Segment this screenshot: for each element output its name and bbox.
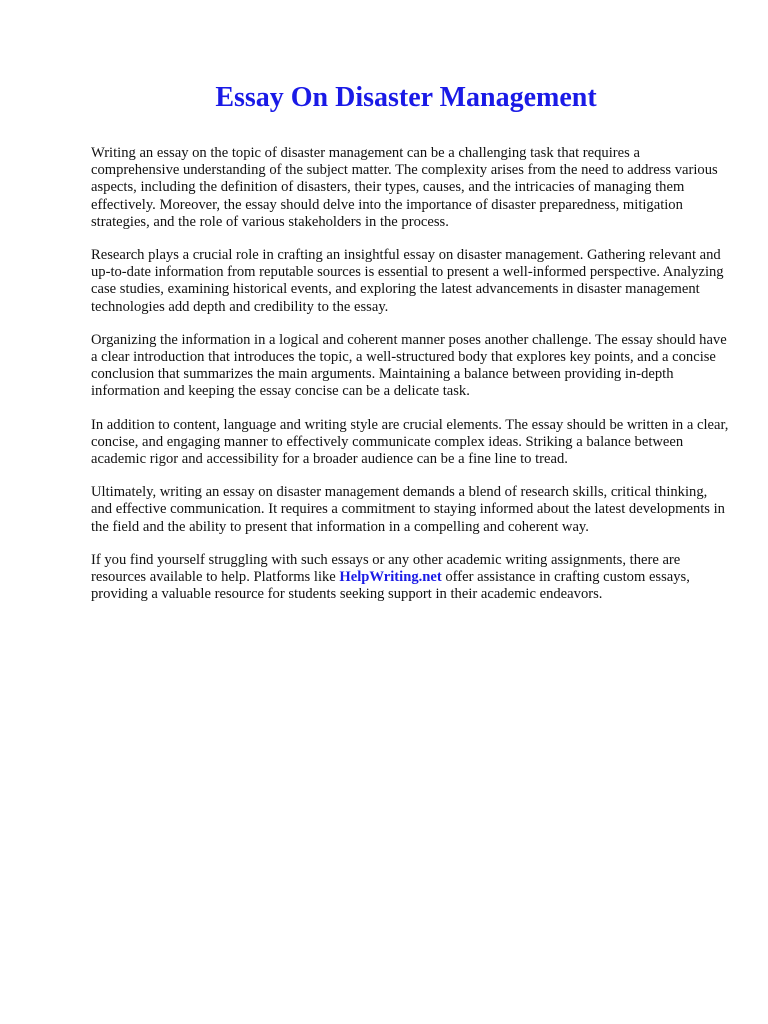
paragraph-6-after-link: offer assistance in crafting custom essays, providing a valuable resource for students seeking support in their academic endeavors. <box>91 569 690 603</box>
paragraph-6 <box>91 552 731 604</box>
paragraph-6-before-link: If you find yourself struggling with such essays or any other academic writing assignments, there are resources available to help. Platforms like <box>91 551 681 586</box>
paragraph-5: Ultimately, writing an essay on disaster management demands a blend of research skills, critical thinking, and effective communication. It requires a commitment to staying informed about the latest developments in the field and the ability to present that information in a compelling and coherent way. <box>91 484 725 535</box>
paragraph-1: Writing an essay on the topic of disaster management can be a challenging task that requires a comprehensive understanding of the subject matter. The complexity arises from the need to address various aspects, including the definition of disasters, their types, causes, and the intricacies of managing them effectively. Moreover, the essay should delve into the importance of disaster preparedness, mitigation strategies, and the role of various stakeholders in the process. <box>91 145 718 230</box>
document-title: Essay On Disaster Management <box>215 82 597 113</box>
document-body <box>91 145 731 619</box>
paragraph-3: Organizing the information in a logical and coherent manner poses another challenge. The essay should have a clear introduction that introduces the topic, a well-structured body that explores key points, and a concise conclusion that summarizes the main arguments. Maintaining a balance between providing in-depth information and keeping the essay concise can be a delicate task. <box>91 331 727 400</box>
paragraph-4: In addition to content, language and writing style are crucial elements. The essay should be written in a clear, concise, and engaging manner to effectively communicate complex ideas. Striking a balance between academic rigor and accessibility for a broader audience can be a fine line to tread. <box>91 416 729 468</box>
paragraph-2: Research plays a crucial role in crafting an insightful essay on disaster management. Gathering relevant and up-to-date information from reputable sources is essential to present a well-informed perspective. Analyzing case studies, examining historical events, and exploring the latest advancements in disaster management technologies add depth and credibility to the essay. <box>91 247 724 315</box>
helpwriting-link[interactable]: HelpWriting.net <box>339 569 442 586</box>
